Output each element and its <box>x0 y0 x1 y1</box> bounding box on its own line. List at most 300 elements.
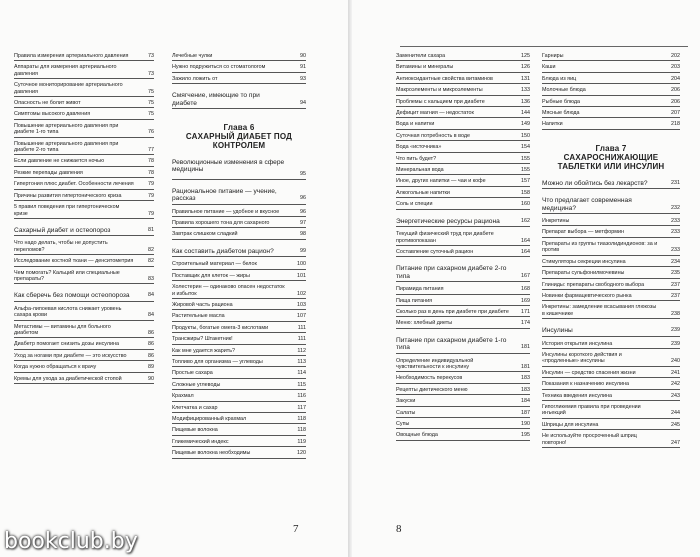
page-number: 7 <box>293 523 299 535</box>
toc-page-number: 93 <box>300 75 306 82</box>
toc-section <box>14 291 154 301</box>
toc-entry <box>396 248 530 257</box>
toc-entry-title: Завтрак слишком сладкий <box>172 231 238 238</box>
toc-entry <box>14 203 154 219</box>
toc-entry-title: Показания к назначению инсулина <box>542 381 629 388</box>
toc-entry <box>396 230 530 246</box>
toc-entry-title: Опасность не болит живот <box>14 100 81 107</box>
toc-entry <box>396 63 530 72</box>
toc-section <box>396 217 530 227</box>
toc-entry-title: Молочные блюда <box>542 87 586 94</box>
toc-entry-title: Симптомы высокого давления <box>14 111 91 118</box>
toc-page-number: 237 <box>671 281 680 288</box>
toc-entry <box>14 239 154 255</box>
toc-entry-title: Питание при сахарном диабете 2-го типа <box>396 265 507 280</box>
toc-entry-title: Энергетические ресурсы рациона <box>396 217 500 225</box>
toc-entry-title: Вода и напитки <box>396 121 435 128</box>
toc-entry-title: Не используйте просроченный шприц повторно! <box>542 433 637 446</box>
toc-page-number: 244 <box>671 410 680 417</box>
toc-entry-title: Строительный материал — белок <box>172 261 257 268</box>
toc-entry <box>396 155 530 164</box>
toc-entry-title: Повышение артериального давления при диабете 2-го типа <box>14 140 119 154</box>
toc-page-number: 160 <box>521 201 530 208</box>
toc-page-number: 144 <box>521 110 530 117</box>
toc-entry-title: Меню: хлебный диеты <box>396 320 453 327</box>
toc-entry-title: Холестерин — одинаково опасен недостаток и избыток <box>172 284 285 297</box>
toc-entry <box>172 449 306 458</box>
toc-section <box>172 187 306 205</box>
toc-page-number: 86 <box>148 341 154 348</box>
toc-page-number: 97 <box>300 220 306 227</box>
toc-entry-title: Альфа-липоевая кислота снижает уровень сахара крови <box>14 305 122 319</box>
toc-page-number: 167 <box>521 272 530 279</box>
toc-page-number: 202 <box>671 53 680 59</box>
toc-entry-title: Что пить будет? <box>396 155 437 162</box>
toc-page-number: 82 <box>148 258 154 265</box>
toc-entry <box>172 171 306 180</box>
toc-entry-title: Пищевые волокна <box>172 427 218 434</box>
toc-entry-title: Препарат выбора — метформин <box>542 229 624 236</box>
toc-entry-title: Блюда из яиц <box>542 75 577 82</box>
toc-page-number: 91 <box>300 64 306 71</box>
toc-page-number: 136 <box>521 98 530 105</box>
toc-entry-title: Поставщик для клеток — жиры <box>172 272 250 279</box>
toc-page-number: 171 <box>521 308 530 315</box>
toc-page-number: 207 <box>671 110 680 117</box>
toc-entry <box>542 258 680 267</box>
toc-entry <box>172 283 306 299</box>
toc-entry-title: Техника введения инсулина <box>542 392 613 399</box>
toc-section <box>542 326 680 336</box>
toc-page-number: 242 <box>671 381 680 388</box>
toc-entry <box>172 75 306 84</box>
toc-entry-title: Гипертония плюс диабет. Особенности лечения <box>14 181 134 188</box>
toc-entry-title: 5 правил поведения при гипертоническом кризе <box>14 204 120 217</box>
left-toc-column-2 <box>172 52 306 461</box>
toc-page-number: 234 <box>671 258 680 265</box>
toc-entry <box>542 63 680 72</box>
toc-entry <box>172 230 306 239</box>
toc-entry <box>172 438 306 447</box>
toc-entry-title: Овощные блюда <box>396 432 438 439</box>
toc-page-number: 79 <box>148 181 154 188</box>
toc-page-number: 113 <box>297 358 306 365</box>
toc-entry <box>14 340 154 349</box>
toc-section <box>542 196 680 214</box>
left-page <box>0 0 349 557</box>
toc-entry-title: Как составить диабетом рацион? <box>172 247 274 255</box>
left-toc-column-1 <box>14 52 154 386</box>
toc-page-number: 99 <box>300 247 306 254</box>
toc-entry <box>542 340 680 349</box>
toc-page-number: 187 <box>521 409 530 416</box>
toc-entry-title: Проблемы с кальцием при диабете <box>396 98 485 105</box>
toc-page-number: 75 <box>148 100 154 107</box>
toc-entry-title: Рецепты диетического меню <box>396 386 468 393</box>
toc-entry <box>172 404 306 413</box>
toc-entry-title: Салаты <box>396 409 416 416</box>
toc-page-number: 164 <box>521 237 530 244</box>
toc-entry <box>396 166 530 175</box>
toc-entry-title: Сколько раз в день при диабете при диабете <box>396 308 509 315</box>
toc-section: Революционные изменения в сфере медицины <box>172 159 285 174</box>
toc-entry <box>14 352 154 361</box>
toc-entry-title: Препараты из группы тиазолидиндионов: за и против <box>542 240 658 254</box>
toc-entry-title: Антиоксидантные свойства витаминов <box>396 75 493 82</box>
toc-page-number: 240 <box>671 358 680 365</box>
toc-entry-title: Рациональное питание — учение, рассказ <box>172 187 277 203</box>
toc-page-number: 237 <box>671 292 680 299</box>
top-rule <box>400 46 688 47</box>
toc-entry <box>542 432 680 448</box>
toc-entry-title: Аппараты для измерения артериального давления <box>14 64 117 77</box>
toc-page-number: 206 <box>671 87 680 94</box>
toc-page-number: 243 <box>671 392 680 399</box>
toc-entry-title: История открытия инсулина <box>542 340 613 347</box>
toc-entry <box>14 169 154 178</box>
toc-entry <box>172 358 306 367</box>
toc-entry-title: Крахмал <box>172 393 194 400</box>
right-toc-column-2 <box>542 52 680 450</box>
toc-page-number: 235 <box>671 270 680 277</box>
toc-entry-title: Гипогликемия правила при проведении инъекций <box>542 403 641 417</box>
toc-entry <box>14 81 154 97</box>
toc-page-number: 95 <box>300 171 306 178</box>
toc-entry-title: Нужно подружиться со стоматологом <box>172 64 266 71</box>
toc-entry <box>542 240 680 256</box>
toc-entry-title: Сахарный диабет и остеопороз <box>14 226 111 234</box>
toc-entry-title: Иное, других напитки — чаи и кофе <box>396 178 486 185</box>
toc-page-number: 168 <box>521 286 530 293</box>
toc-entry <box>172 426 306 435</box>
toc-page-number: 90 <box>148 375 154 382</box>
toc-page-number: 102 <box>297 290 306 297</box>
toc-entry <box>542 228 680 237</box>
toc-entry-title: Инкретины: замедление всасывания глюкозы в кишечнике <box>542 304 657 317</box>
toc-page-number: 84 <box>148 292 154 299</box>
toc-page-number: 164 <box>521 248 530 255</box>
toc-entry <box>172 301 306 310</box>
toc-page-number: 245 <box>671 421 680 428</box>
toc-entry-title: Исследование костной ткани — денситометрия <box>14 258 134 265</box>
toc-entry-title: Глиниды: препараты свободного выбора <box>542 281 645 288</box>
toc-page-number: 162 <box>521 217 530 224</box>
toc-entry <box>396 319 530 328</box>
chapter-number: Глава 7 <box>595 143 627 153</box>
toc-entry-title: Шприцы для инсулина <box>542 421 599 428</box>
toc-page-number: 155 <box>521 167 530 174</box>
toc-entry <box>14 99 154 108</box>
toc-page-number: 184 <box>521 398 530 405</box>
toc-entry-title: Модифицированный крахмал <box>172 415 247 422</box>
toc-entry-title: Продукты, богатые омега-3 кислотами <box>172 324 269 331</box>
toc-page-number: 241 <box>671 369 680 376</box>
toc-entry <box>172 324 306 333</box>
toc-entry <box>172 369 306 378</box>
toc-entry-title: Препараты сульфонилмочевины <box>542 270 625 277</box>
toc-entry-title: Резкие перепады давления <box>14 169 83 176</box>
toc-page-number: 233 <box>671 247 680 254</box>
toc-section <box>172 91 306 109</box>
toc-entry-title: Пища питания <box>396 297 433 304</box>
toc-entry-title: Супы <box>396 421 410 427</box>
toc-entry <box>396 109 530 118</box>
toc-page-number: 125 <box>521 53 530 59</box>
toc-entry-title: Правила измерения артериального давления <box>14 53 129 59</box>
toc-entry <box>396 431 530 440</box>
toc-entry <box>172 219 306 228</box>
toc-page-number: 82 <box>148 246 154 253</box>
toc-page-number: 149 <box>521 121 530 128</box>
toc-page-number: 120 <box>297 450 306 457</box>
toc-entry-title: Необходимость перекусов <box>396 375 463 382</box>
toc-entry-title: Суточное мониторирование артериального давления <box>14 82 123 95</box>
chapter-title: САХАРОСНИЖАЮЩИЕ ТАБЛЕТКИ ИЛИ ИНСУЛИН <box>557 152 665 171</box>
toc-entry <box>172 272 306 281</box>
toc-entry <box>14 323 154 339</box>
toc-entry <box>542 403 680 419</box>
toc-page-number: 206 <box>671 98 680 105</box>
toc-page-number: 118 <box>297 427 306 434</box>
toc-section <box>396 336 530 354</box>
toc-page-number: 84 <box>148 312 154 319</box>
toc-entry-title: Инсулины <box>542 327 573 335</box>
toc-entry <box>14 140 154 156</box>
toc-page-number: 78 <box>148 169 154 176</box>
toc-page-number: 233 <box>671 229 680 236</box>
toc-entry <box>396 397 530 406</box>
toc-entry <box>542 351 680 367</box>
toc-page-number: 233 <box>671 218 680 225</box>
toc-section <box>14 226 154 236</box>
toc-entry-title: Вода «источника» <box>396 144 442 151</box>
toc-entry-title: Макроэлементы и микроэлементы <box>396 87 483 94</box>
toc-entry-title: Питание при сахарном диабете 1-го типа <box>396 336 507 352</box>
toc-entry <box>396 143 530 152</box>
toc-entry <box>396 374 530 383</box>
toc-entry <box>396 420 530 429</box>
toc-page-number: 195 <box>521 432 530 439</box>
toc-page-number: 94 <box>300 99 306 106</box>
toc-entry-title: Заменители сахара <box>396 53 446 59</box>
toc-entry <box>172 347 306 356</box>
toc-entry <box>542 109 680 118</box>
toc-page-number: 203 <box>671 64 680 71</box>
toc-page-number: 218 <box>671 121 680 128</box>
toc-page-number: 73 <box>148 70 154 77</box>
toc-entry-title: Дефицит магния — недостаток <box>396 110 474 117</box>
toc-entry <box>172 52 306 61</box>
toc-page-number: 77 <box>148 147 154 154</box>
chapter-heading <box>542 144 680 171</box>
toc-page-number: 158 <box>521 189 530 196</box>
toc-page-number: 96 <box>300 195 306 202</box>
toc-entry <box>14 110 154 119</box>
toc-page-number: 101 <box>297 272 306 279</box>
toc-entry <box>542 98 680 107</box>
toc-entry <box>396 132 530 141</box>
toc-entry <box>14 63 154 79</box>
toc-entry <box>542 120 680 129</box>
toc-entry <box>542 421 680 430</box>
toc-page-number: 78 <box>148 158 154 165</box>
toc-entry-title: Пищевые волокна необходимы <box>172 450 251 457</box>
toc-entry-title: Растительные масла <box>172 313 225 320</box>
toc-entry-title: Что предлагает современная медицина? <box>542 197 632 212</box>
toc-entry <box>542 292 680 301</box>
toc-page-number: 83 <box>148 275 154 282</box>
toc-page-number: 76 <box>148 129 154 136</box>
toc-entry-title: Жировой часть рациона <box>172 301 233 308</box>
toc-section <box>396 264 530 282</box>
toc-entry-title: Правила хорошего тона для сахарного <box>172 220 270 227</box>
toc-section <box>542 179 680 189</box>
toc-entry <box>14 363 154 372</box>
toc-entry-title: Новинки фармацевтического рынка <box>542 292 632 299</box>
toc-entry <box>542 52 680 61</box>
toc-page-number: 183 <box>521 375 530 382</box>
toc-entry-title: Простые сахара <box>172 370 213 377</box>
toc-entry-title: Текущий физический труд при диабете противопоказан <box>396 231 494 244</box>
toc-entry-title: Как сберечь без помощи остеопороза <box>14 292 130 300</box>
toc-entry-title: Диабетр помогает снизить дозы инсулина <box>14 341 119 348</box>
toc-page-number: 117 <box>297 404 306 411</box>
toc-page-number: 155 <box>521 155 530 162</box>
toc-entry <box>14 269 154 285</box>
toc-page-number: 247 <box>671 439 680 446</box>
toc-entry <box>14 157 154 166</box>
toc-page-number: 112 <box>297 347 306 354</box>
toc-entry <box>396 285 530 294</box>
toc-entry-title: Смягчение, имеющие то при диабете <box>172 92 260 107</box>
toc-entry <box>396 120 530 129</box>
toc-entry-title: Составление суточный рацион <box>396 248 474 255</box>
toc-page-number: 89 <box>148 364 154 371</box>
toc-entry-title: Если давление не снижается ночью <box>14 158 105 165</box>
toc-page-number: 169 <box>521 297 530 304</box>
toc-entry-title: Лечебные чулки <box>172 53 213 59</box>
toc-entry-title: Закуски <box>396 398 416 405</box>
toc-page-number: 79 <box>148 192 154 199</box>
toc-entry-title: Гликемический индекс <box>172 438 229 445</box>
toc-entry <box>542 86 680 95</box>
toc-page-number: 232 <box>671 204 680 211</box>
toc-page-number: 79 <box>148 210 154 217</box>
toc-page-number: 133 <box>521 87 530 94</box>
toc-entry <box>542 380 680 389</box>
toc-page-number: 75 <box>148 111 154 118</box>
toc-entry-title: Кремы для ухода за диабетической стопой <box>14 375 122 382</box>
toc-entry-title: Топливо для организма — углеводы <box>172 358 263 365</box>
toc-entry <box>14 180 154 189</box>
toc-page-number: 181 <box>521 363 530 370</box>
toc-page-number: 239 <box>671 340 680 347</box>
toc-page-number: 96 <box>300 208 306 215</box>
toc-page-number: 111 <box>297 336 306 343</box>
toc-entry-title: Уход за ногами при диабете — это искусство <box>14 352 127 359</box>
toc-entry-title: Напитки <box>542 121 563 128</box>
toc-entry <box>14 52 154 61</box>
toc-entry <box>542 217 680 226</box>
toc-entry-title: Определение индивидуальной чувствительности к инсулину <box>396 357 474 370</box>
toc-page-number: 150 <box>521 132 530 139</box>
toc-entry <box>542 392 680 401</box>
chapter-heading <box>172 123 306 150</box>
toc-entry <box>542 281 680 290</box>
toc-entry <box>172 312 306 321</box>
toc-entry-title: Алкогольные напитки <box>396 189 450 196</box>
toc-entry-title: Суточная потребность в воде <box>396 132 470 139</box>
toc-entry <box>14 257 154 266</box>
toc-entry <box>396 189 530 198</box>
toc-entry <box>14 305 154 321</box>
toc-entry-title: Стимуляторы секреции инсулина <box>542 258 626 265</box>
toc-entry <box>172 63 306 72</box>
chapter-title: САХАРНЫЙ ДИАБЕТ ПОД КОНТРОЛЕМ <box>185 132 293 151</box>
toc-entry <box>172 335 306 344</box>
toc-entry <box>542 269 680 278</box>
toc-entry-title: Витамины и минералы <box>396 64 454 71</box>
toc-entry-title: Что надо делать, чтобы не допустить переломов? <box>14 240 108 253</box>
toc-entry-title: Как мне удается жарить? <box>172 347 236 354</box>
toc-page-number: 86 <box>148 352 154 359</box>
toc-entry-title: Соль и специи <box>396 201 433 208</box>
toc-page-number: 204 <box>671 75 680 82</box>
toc-entry-title: Зажило ложить от <box>172 75 218 82</box>
toc-page-number: 103 <box>297 301 306 308</box>
toc-page-number: 86 <box>148 329 154 336</box>
toc-page-number: 116 <box>297 393 306 400</box>
toc-page-number: 75 <box>148 88 154 95</box>
toc-page-number: 231 <box>671 179 680 186</box>
toc-page-number: 154 <box>521 144 530 151</box>
toc-page-number: 239 <box>671 327 680 334</box>
toc-entry-title: Пирамида питания <box>396 286 444 293</box>
toc-entry-title: Метастимы — витамины для больного диабетом <box>14 323 111 336</box>
toc-entry-title: Повышение артериального давления при диабете 1-го типа <box>14 122 119 136</box>
toc-page-number: 118 <box>297 415 306 422</box>
toc-page-number: 174 <box>521 320 530 327</box>
toc-entry-title: Правильное питание — удобное и вкусное <box>172 208 280 215</box>
toc-page-number: 81 <box>148 226 154 233</box>
toc-entry <box>14 122 154 138</box>
toc-entry <box>396 177 530 186</box>
chapter-number: Глава 6 <box>223 123 255 133</box>
toc-entry <box>542 369 680 378</box>
toc-entry-title: Сложные углеводы <box>172 381 221 388</box>
toc-entry-title: Трансжиры? Штакетник! <box>172 336 233 343</box>
toc-entry <box>396 308 530 317</box>
toc-page-number: 131 <box>521 75 530 82</box>
toc-entry-title: Рыбные блюда <box>542 98 580 105</box>
toc-entry-title: Инсулины короткого действия и «продленные» инсулины <box>542 351 622 365</box>
toc-entry-title: Гарниры <box>542 53 564 59</box>
toc-entry <box>14 375 154 384</box>
toc-page-number: 100 <box>297 261 306 268</box>
toc-entry <box>396 52 530 61</box>
right-page <box>352 0 700 557</box>
toc-entry <box>396 98 530 107</box>
toc-entry <box>542 303 680 319</box>
toc-entry <box>172 415 306 424</box>
toc-entry <box>14 192 154 201</box>
toc-page-number: 238 <box>671 310 680 317</box>
toc-entry <box>396 75 530 84</box>
toc-entry <box>396 386 530 395</box>
toc-page-number: 111 <box>297 324 306 331</box>
toc-page-number: 107 <box>297 313 306 320</box>
toc-entry <box>396 409 530 418</box>
